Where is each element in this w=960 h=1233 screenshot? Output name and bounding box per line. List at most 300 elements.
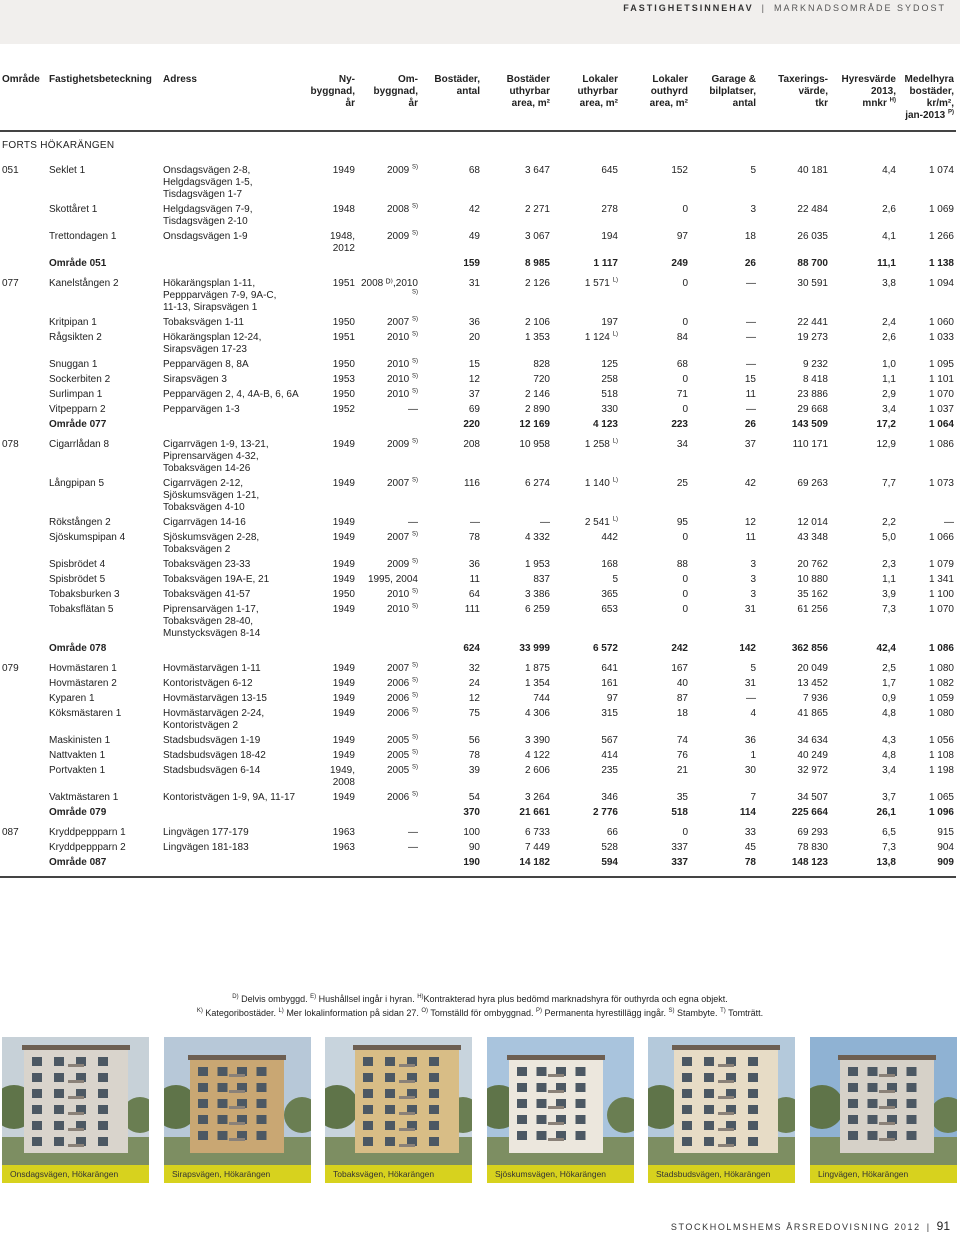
- cell-gar: 18: [744, 231, 756, 242]
- area-code: [0, 419, 47, 434]
- cell-om: —: [408, 827, 418, 838]
- cell-om: —: [408, 404, 418, 415]
- property-address: Tobaksvägen 1-11: [163, 317, 244, 328]
- cell-barea: 4 332: [524, 532, 550, 543]
- cell-tax: 32 972: [797, 765, 828, 776]
- table-row: [0, 693, 956, 708]
- footnote-marker: L): [612, 331, 618, 338]
- cell-ny: 1948: [332, 204, 355, 215]
- cell-gar: —: [746, 278, 756, 289]
- table-row: [0, 735, 956, 750]
- cell-barea: 3 067: [524, 231, 550, 242]
- cell-om: 1995, 2004: [367, 574, 418, 585]
- footnote-marker: S): [412, 289, 418, 296]
- col-medelhyra: [898, 74, 956, 131]
- building-illustration: [164, 1037, 311, 1183]
- cell-bost: 54: [468, 792, 480, 803]
- header-line: area, m²: [649, 98, 688, 109]
- total-gar: 26: [744, 258, 756, 269]
- building-illustration: [487, 1037, 634, 1183]
- cell-om: 2009 $^{S)}$: [386, 164, 418, 176]
- cell-gar: —: [746, 359, 756, 370]
- area-code: [0, 532, 47, 559]
- property-name: Kritpipan 1: [49, 317, 97, 328]
- cell-tax: 41 865: [797, 708, 828, 719]
- cell-lokout: 74: [676, 735, 688, 746]
- cell-hyr: 4,8: [882, 708, 896, 719]
- area-code: [0, 478, 47, 517]
- cell-bost: 64: [468, 589, 480, 600]
- cell-barea: 828: [533, 359, 550, 370]
- col-hyresvarde: [830, 74, 898, 131]
- cell-hyr: 0,9: [882, 693, 896, 704]
- cell-bost: 56: [468, 735, 480, 746]
- cell-med: 1 059: [928, 693, 954, 704]
- cell-lokout: 35: [676, 792, 688, 803]
- cell-tax: 26 035: [797, 231, 828, 242]
- area-code: [0, 359, 47, 374]
- cell-tax: 22 484: [797, 204, 828, 215]
- table-row: [0, 517, 956, 532]
- cell-gar: 31: [744, 604, 756, 615]
- property-name: Kyparen 1: [49, 693, 95, 704]
- area-code: [0, 574, 47, 589]
- total-lokout: 223: [671, 419, 688, 430]
- area-code: 077: [2, 278, 19, 289]
- building-photo: [164, 1037, 311, 1183]
- header-line: värde,: [798, 86, 828, 97]
- cell-ny: 1949: [332, 517, 355, 528]
- cell-om: 2010 $^{S)}$: [386, 358, 418, 370]
- cell-barea: 1 875: [524, 663, 550, 674]
- cell-gar: 3: [750, 589, 756, 600]
- header-line: Ny-: [338, 74, 355, 85]
- cell-lok: 1 571 $^{L)}$: [584, 277, 618, 289]
- building-illustration: [2, 1037, 149, 1183]
- cell-om: 2007 $^{S)}$: [386, 316, 418, 328]
- col-nybyggnad: [305, 74, 357, 131]
- footnote-marker: S): [412, 316, 418, 323]
- cell-barea: 3 264: [524, 792, 550, 803]
- col-adress: Adress: [163, 74, 197, 85]
- cell-om: 2007 $^{S)}$: [386, 662, 418, 674]
- header-line: år: [408, 98, 418, 109]
- property-name: Hovmästaren 2: [49, 678, 117, 689]
- col-bostader-antal: [420, 74, 482, 131]
- total-lokout: 337: [671, 857, 688, 868]
- running-header: FASTIGHETSINNEHAV | MARKNADSOMRÅDE SYDOST: [623, 3, 946, 13]
- cell-tax: 69 293: [797, 827, 828, 838]
- cell-om: [357, 258, 420, 273]
- col-omrade: Område: [2, 74, 40, 85]
- property-name: Spisbrödet 5: [49, 574, 106, 585]
- cell-lokout: 0: [682, 532, 688, 543]
- total-gar: 142: [739, 643, 756, 654]
- footnote-text: Stambyte.: [674, 1008, 721, 1018]
- cell-gar: 15: [744, 374, 756, 385]
- cell-lokout: 71: [676, 389, 688, 400]
- cell-hyr: 2,6: [882, 332, 896, 343]
- cell-barea: 7 449: [524, 842, 550, 853]
- cell-tax: 13 452: [797, 678, 828, 689]
- cell-gar: 12: [744, 517, 756, 528]
- cell-bost: 78: [468, 532, 480, 543]
- footnote-marker: S): [412, 477, 418, 484]
- total-hyr: 26,1: [876, 807, 896, 818]
- property-address: Pepparvägen 1-3: [163, 404, 240, 415]
- property-name: Kryddpeppparn 2: [49, 842, 126, 853]
- cell-ny: 1949: [332, 792, 355, 803]
- building-photo: [487, 1037, 634, 1183]
- cell-barea: 2 146: [524, 389, 550, 400]
- cell-lok: 330: [601, 404, 618, 415]
- footnote-text: Kontrakterad hyra plus bedömd marknadshyra för outhyrda och egna objekt.: [423, 994, 728, 1004]
- cell-med: 1 080: [928, 663, 954, 674]
- total-tax: 88 700: [797, 258, 828, 269]
- cell-med: 1 266: [928, 231, 954, 242]
- footnote-marker: P): [948, 109, 954, 116]
- footnote-marker: S): [412, 677, 418, 684]
- cell-om: 2010 $^{S)}$: [386, 331, 418, 343]
- footnote-marker: L): [612, 516, 618, 523]
- footnote-marker: S): [412, 531, 418, 538]
- footnote-marker: K): [196, 1008, 203, 1014]
- header-line: Garage &: [711, 74, 756, 85]
- area-total-row: [0, 857, 956, 872]
- area-code: [0, 735, 47, 750]
- cell-lok: 365: [601, 589, 618, 600]
- property-name: Kryddpeppparn 1: [49, 827, 126, 838]
- footnote-marker: S): [412, 662, 418, 669]
- cell-lokout: 21: [676, 765, 688, 776]
- cell-med: 1 086: [928, 439, 954, 450]
- cell-barea: 1 353: [524, 332, 550, 343]
- cell-lokout: 0: [682, 317, 688, 328]
- footer-publication: STOCKHOLMSHEMS ÅRSREDOVISNING 2012: [670, 1222, 921, 1232]
- cell-lok: 645: [601, 165, 618, 176]
- property-address: Lingvägen 181-183: [163, 842, 249, 853]
- footnote-marker: L): [612, 438, 618, 445]
- table-row: [0, 792, 956, 807]
- cell-lokout: 0: [682, 589, 688, 600]
- header-line: Bostäder: [506, 74, 550, 85]
- cell-barea: 2 106: [524, 317, 550, 328]
- cell-ny: 1951: [332, 278, 355, 289]
- area-code: [0, 559, 47, 574]
- cell-tax: 43 348: [797, 532, 828, 543]
- cell-barea: 6 733: [524, 827, 550, 838]
- property-name: Rökstången 2: [49, 517, 111, 528]
- cell-lokout: 87: [676, 693, 688, 704]
- cell-ny: [305, 857, 357, 872]
- cell-barea: 6 274: [524, 478, 550, 489]
- area-code: 078: [2, 439, 19, 450]
- cell-hyr: 5,0: [882, 532, 896, 543]
- area-code: [0, 765, 47, 792]
- cell-lokout: 0: [682, 574, 688, 585]
- building-illustration: [325, 1037, 472, 1183]
- cell-hyr: 4,3: [882, 735, 896, 746]
- cell-gar: —: [746, 404, 756, 415]
- cell-lok: 653: [601, 604, 618, 615]
- area-total-label: Område 087: [49, 857, 107, 868]
- property-address: Stadsbudsvägen 1-19: [163, 735, 261, 746]
- cell-tax: 8 418: [802, 374, 828, 385]
- cell-hyr: 2,3: [882, 559, 896, 570]
- header-line: area, m²: [511, 98, 550, 109]
- cell-med: 1 101: [928, 374, 954, 385]
- photo-caption: Onsdagsvägen, Hökarängen: [2, 1165, 149, 1183]
- cell-tax: 22 441: [797, 317, 828, 328]
- property-name: Trettondagen 1: [49, 231, 117, 242]
- cell-ny: 1949: [332, 663, 355, 674]
- footnote-marker: S): [412, 331, 418, 338]
- property-name: Sjöskumspipan 4: [49, 532, 126, 543]
- total-lok: 2 776: [592, 807, 618, 818]
- property-name: Kanelstången 2: [49, 278, 119, 289]
- cell-hyr: 1,1: [882, 374, 896, 385]
- cell-lok: 641: [601, 663, 618, 674]
- cell-barea: 2 606: [524, 765, 550, 776]
- total-gar: 114: [739, 807, 756, 818]
- cell-barea: —: [540, 517, 550, 528]
- total-med: 909: [937, 857, 954, 868]
- cell-lokout: 88: [676, 559, 688, 570]
- section-heading-row: [0, 132, 956, 160]
- table-row: [0, 317, 956, 332]
- cell-lok: 2 541 $^{L)}$: [584, 516, 618, 528]
- property-address: Hovmästarvägen 2-24, Kontoristvägen 2: [163, 708, 265, 731]
- total-lok: 4 123: [592, 419, 618, 430]
- area-code: [0, 204, 47, 231]
- property-address: Pepparvägen 8, 8A: [163, 359, 249, 370]
- cell-bost: —: [470, 517, 480, 528]
- footnote-marker: S): [412, 588, 418, 595]
- footnote-marker: L): [278, 1008, 284, 1014]
- cell-om: 2008 $^{S)}$: [386, 203, 418, 215]
- cell-ny: 1953: [332, 374, 355, 385]
- total-tax: 143 509: [791, 419, 828, 430]
- total-lokout: 518: [671, 807, 688, 818]
- cell-lokout: 97: [676, 231, 688, 242]
- area-code: [0, 643, 47, 658]
- property-name: Tobaksburken 3: [49, 589, 120, 600]
- cell-hyr: 1,7: [882, 678, 896, 689]
- photo-caption: Tobaksvägen, Hökarängen: [325, 1165, 472, 1183]
- footnote-marker: S): [668, 1008, 675, 1014]
- cell-bost: 42: [468, 204, 480, 215]
- area-total-label: Område 051: [49, 258, 107, 269]
- building-illustration: [810, 1037, 957, 1183]
- property-name: Hovmästaren 1: [49, 663, 117, 674]
- property-address: Helgdagsvägen 7-9, Tisdagsvägen 2-10: [163, 204, 253, 227]
- cell-lok: 125: [601, 359, 618, 370]
- cell-med: 904: [937, 842, 954, 853]
- cell-om: —: [408, 842, 418, 853]
- total-hyr: 13,8: [876, 857, 896, 868]
- footnote-marker: S): [412, 164, 418, 171]
- total-tax: 148 123: [791, 857, 828, 868]
- cell-ny: 1949: [332, 574, 355, 585]
- cell-bost: 12: [468, 693, 480, 704]
- property-name: Vaktmästaren 1: [49, 792, 119, 803]
- cell-lokout: 34: [676, 439, 688, 450]
- cell-barea: 1 354: [524, 678, 550, 689]
- cell-bost: 90: [468, 842, 480, 853]
- header-line: antal: [732, 98, 756, 109]
- property-name: Seklet 1: [49, 165, 86, 176]
- cell-lok: 414: [601, 750, 618, 761]
- header-line: byggnad,: [373, 86, 418, 97]
- cell-ny: 1950: [332, 389, 355, 400]
- cell-tax: 34 507: [797, 792, 828, 803]
- total-med: 1 096: [928, 807, 954, 818]
- area-code: [0, 517, 47, 532]
- photo-strip: [0, 1037, 960, 1183]
- cell-med: 1 100: [928, 589, 954, 600]
- cell-ny: [305, 807, 357, 822]
- property-name: Maskinisten 1: [49, 735, 111, 746]
- cell-barea: 10 958: [519, 439, 550, 450]
- cell-lok: 346: [601, 792, 618, 803]
- total-bost: 220: [463, 419, 480, 430]
- cell-om: [357, 643, 420, 658]
- footnote-text: Tomställd för ombyggnad.: [428, 1008, 536, 1018]
- cell-bost: 37: [468, 389, 480, 400]
- cell-bost: 24: [468, 678, 480, 689]
- total-lok: 6 572: [592, 643, 618, 654]
- cell-hyr: 4,4: [882, 165, 896, 176]
- cell-hyr: 3,4: [882, 765, 896, 776]
- cell-med: 1 108: [928, 750, 954, 761]
- cell-bost: 49: [468, 231, 480, 242]
- property-address: Hökarängsplan 1-11, Peppparvägen 7-9, 9A-C, 11-13, Sirapsvägen 1: [163, 278, 277, 313]
- area-total-row: [0, 643, 956, 658]
- cell-tax: 78 830: [797, 842, 828, 853]
- cell-barea: 3 647: [524, 165, 550, 176]
- footnote-marker: S): [412, 734, 418, 741]
- table-row: [0, 708, 956, 735]
- cell-om: 2009 $^{S)}$: [386, 230, 418, 242]
- cell-tax: 34 634: [797, 735, 828, 746]
- cell-lok: 161: [601, 678, 618, 689]
- table-row: [0, 434, 956, 478]
- building-photo: [648, 1037, 795, 1183]
- cell-ny: 1949: [332, 678, 355, 689]
- total-med: 1 138: [928, 258, 954, 269]
- cell-om: [357, 857, 420, 872]
- cell-lok: 1 124 $^{L)}$: [584, 331, 618, 343]
- cell-tax: 69 263: [797, 478, 828, 489]
- building-photo: [2, 1037, 149, 1183]
- cell-om: [357, 807, 420, 822]
- table-row: [0, 374, 956, 389]
- table-row: [0, 204, 956, 231]
- property-name: Spisbrödet 4: [49, 559, 106, 570]
- cell-lokout: 18: [676, 708, 688, 719]
- cell-hyr: 7,3: [882, 604, 896, 615]
- area-code: [0, 792, 47, 807]
- area-code: [0, 693, 47, 708]
- cell-tax: 61 256: [797, 604, 828, 615]
- cell-hyr: 2,6: [882, 204, 896, 215]
- property-name: Långpipan 5: [49, 478, 105, 489]
- header-line: Lokaler: [582, 74, 618, 85]
- footnote-text: Permanenta hyrestillägg ingår.: [541, 1008, 669, 1018]
- property-name: Snuggan 1: [49, 359, 98, 370]
- cell-om: 2010 $^{S)}$: [386, 588, 418, 600]
- cell-lok: 97: [606, 693, 618, 704]
- cell-ny: [305, 419, 357, 434]
- cell-lok: 5: [612, 574, 618, 585]
- property-address: Onsdagsvägen 1-9: [163, 231, 248, 242]
- area-code: [0, 857, 47, 872]
- property-address: Tobaksvägen 19A-E, 21: [163, 574, 270, 585]
- table-row: [0, 765, 956, 792]
- area-total-row: [0, 258, 956, 273]
- footnote-marker: O): [421, 1008, 429, 1014]
- cell-bost: 111: [464, 604, 480, 615]
- cell-gar: 31: [744, 678, 756, 689]
- photo-caption: Lingvägen, Hökarängen: [810, 1165, 957, 1183]
- cell-om: 2010 $^{S)}$: [386, 603, 418, 615]
- cell-tax: 20 049: [797, 663, 828, 674]
- property-name: Tobaksflätan 5: [49, 604, 114, 615]
- area-code: 079: [2, 663, 19, 674]
- total-barea: 21 661: [519, 807, 550, 818]
- cell-lokout: 95: [676, 517, 688, 528]
- cell-med: 1 037: [928, 404, 954, 415]
- cell-om: 2007 $^{S)}$: [386, 531, 418, 543]
- cell-tax: 23 886: [797, 389, 828, 400]
- cell-lokout: 0: [682, 404, 688, 415]
- total-hyr: 42,4: [876, 643, 896, 654]
- cell-om: 2005 $^{S)}$: [386, 734, 418, 746]
- cell-gar: 7: [750, 792, 756, 803]
- cell-lokout: 68: [676, 359, 688, 370]
- table-row: [0, 231, 956, 258]
- area-code: [0, 604, 47, 643]
- cell-hyr: 3,9: [882, 589, 896, 600]
- area-code: [0, 389, 47, 404]
- cell-lok: 66: [606, 827, 618, 838]
- cell-ny: 1949: [332, 478, 355, 489]
- cell-gar: 3: [750, 559, 756, 570]
- cell-med: 1 073: [928, 478, 954, 489]
- footnote-marker: T): [720, 1008, 726, 1014]
- cell-lok: 528: [601, 842, 618, 853]
- cell-med: 1 095: [928, 359, 954, 370]
- cell-barea: 744: [533, 693, 550, 704]
- total-lok: 594: [601, 857, 618, 868]
- cell-bost: 11: [469, 574, 480, 585]
- table-row: [0, 273, 956, 317]
- cell-hyr: 12,9: [876, 439, 896, 450]
- property-name: Cigarrlådan 8: [49, 439, 110, 450]
- cell-lokout: 0: [682, 604, 688, 615]
- property-name: Portvakten 1: [49, 765, 106, 776]
- cell-med: 1 070: [928, 604, 954, 615]
- area-code: 051: [2, 165, 19, 176]
- footnotes: [0, 992, 960, 1020]
- cell-tax: 7 936: [802, 693, 828, 704]
- photo-caption: Sirapsvägen, Hökarängen: [164, 1165, 311, 1183]
- cell-om: 2006 $^{S)}$: [386, 692, 418, 704]
- cell-hyr: 3,4: [882, 404, 896, 415]
- total-hyr: 17,2: [876, 419, 896, 430]
- cell-med: 1 070: [928, 389, 954, 400]
- total-hyr: 11,1: [877, 258, 896, 269]
